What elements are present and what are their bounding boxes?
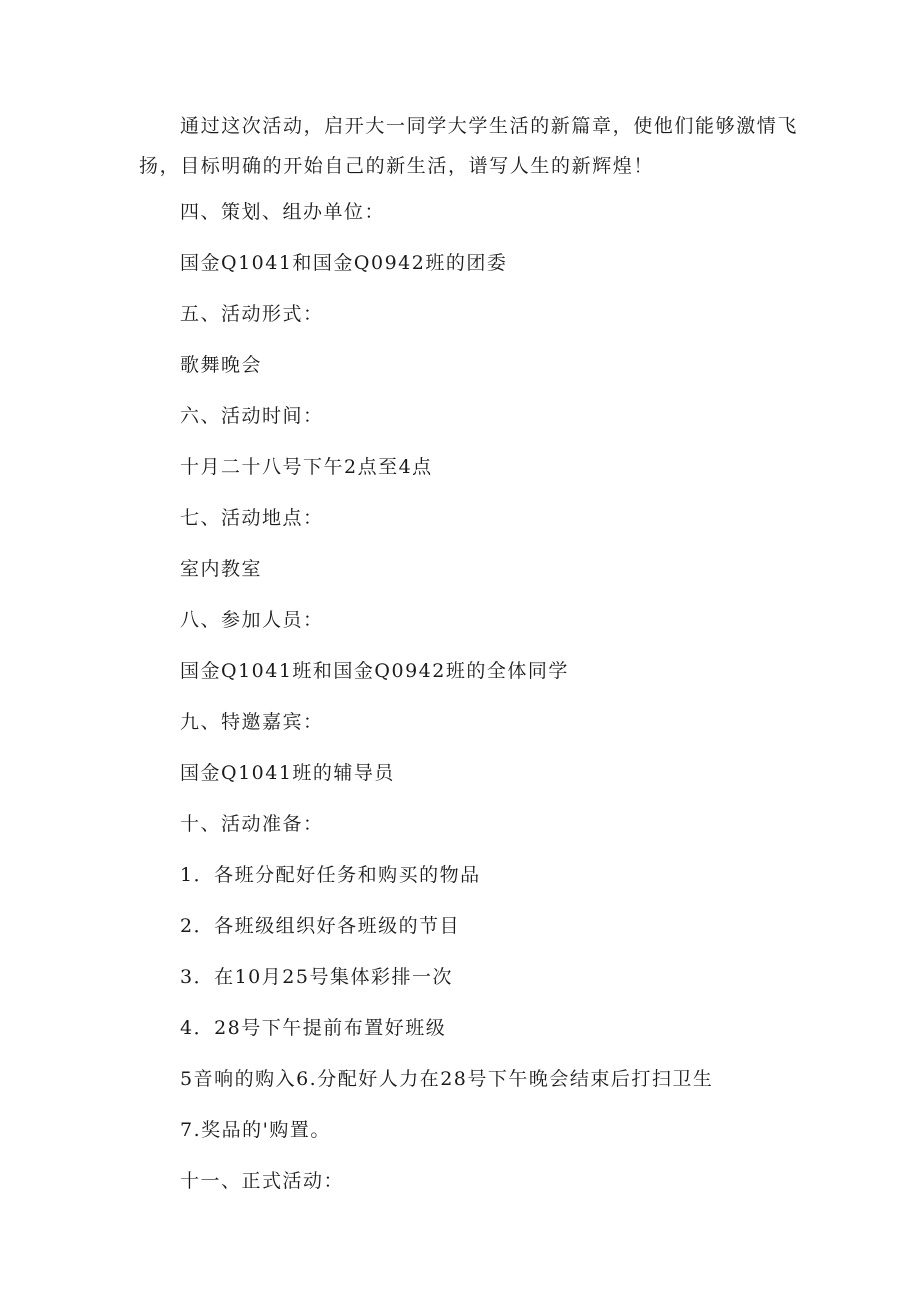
section-heading-participants: 八、参加人员： [180,609,324,631]
section-heading-formal-activity: 十一、正式活动： [180,1170,345,1192]
preparation-item-1: 1．各班分配好任务和购买的物品 [180,864,481,886]
guests-text: 国金Q1041班的辅导员 [180,762,395,784]
time-text: 十月二十八号下午2点至4点 [180,456,433,478]
intro-paragraph: 通过这次活动，启开大一同学大学生活的新篇章，使他们能够激情飞扬，目标明确的开始自己的新生活，谱写人生的新辉煌！ [139,115,799,177]
section-heading-location: 七、活动地点： [180,507,324,529]
preparation-item-7: 7.奖品的'购置。 [180,1119,331,1141]
preparation-item-3: 3．在10月25号集体彩排一次 [180,966,453,988]
section-heading-form: 五、活动形式： [180,303,324,325]
section-heading-time: 六、活动时间： [180,405,324,427]
participants-text: 国金Q1041班和国金Q0942班的全体同学 [180,660,569,682]
section-heading-preparation: 十、活动准备： [180,813,324,835]
organizer-text: 国金Q1041和国金Q0942班的团委 [180,252,508,274]
preparation-item-2: 2．各班级组织好各班级的节目 [180,915,461,937]
form-text: 歌舞晚会 [180,354,263,376]
preparation-item-5-6: 5音响的购入6.分配好人力在28号下午晚会结束后打扫卫生 [180,1068,714,1090]
location-text: 室内教室 [180,558,263,580]
section-heading-guests: 九、特邀嘉宾： [180,711,324,733]
section-heading-organizer: 四、策划、组办单位： [180,201,386,223]
preparation-item-4: 4．28号下午提前布置好班级 [180,1017,447,1039]
